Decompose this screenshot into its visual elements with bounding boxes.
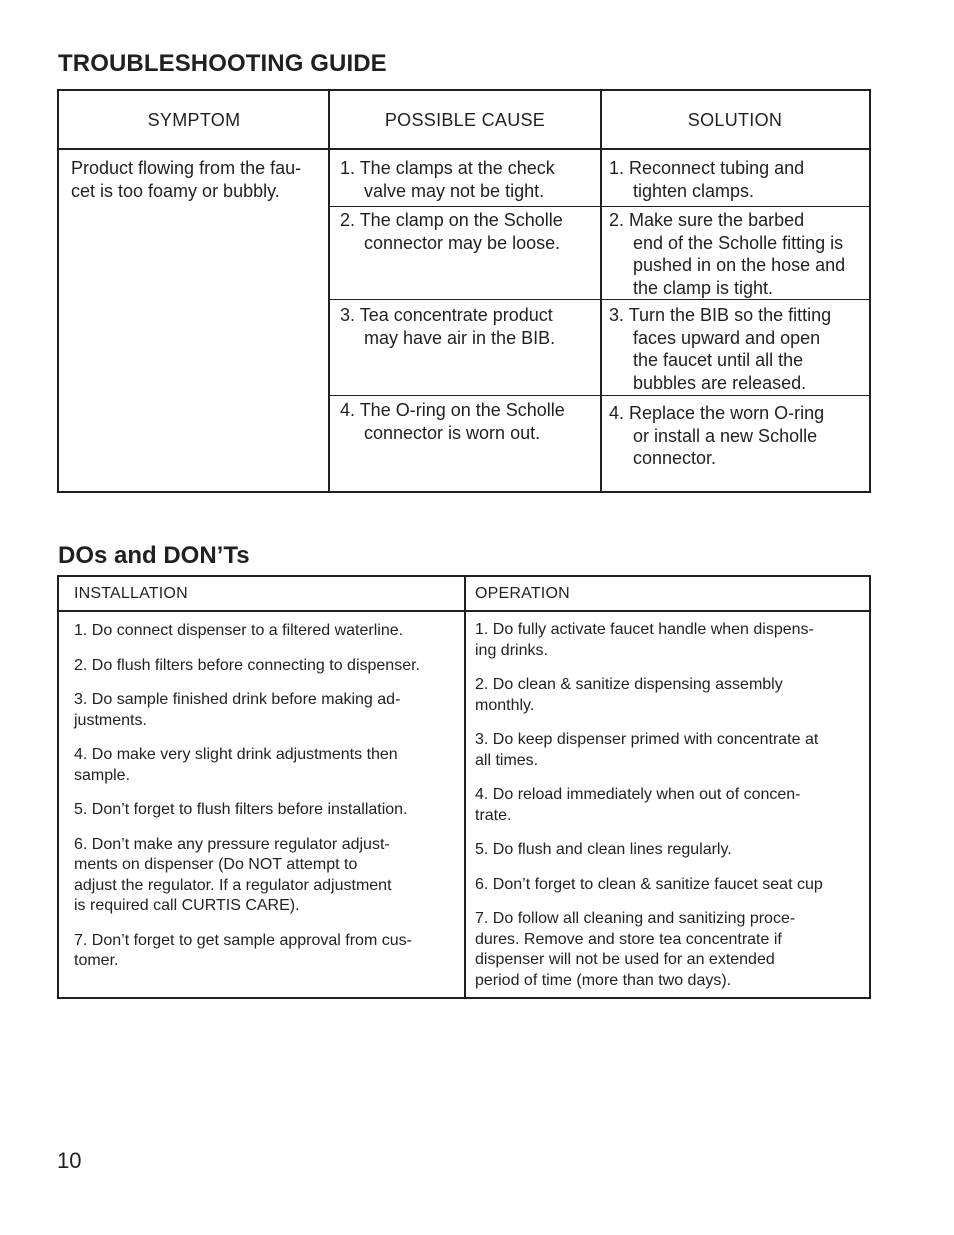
cause-item: 1. The clamps at the check valve may not be tight. — [340, 158, 555, 201]
dos-donts-title: DOs and DON’Ts — [58, 542, 250, 569]
list-item: 4. Do reload immediately when out of concen- trate. — [475, 786, 801, 824]
list-item: 3. Do keep dispenser primed with concentrate at all times. — [475, 731, 819, 769]
dos-donts-table — [57, 575, 871, 999]
list-item: 6. Don’t make any pressure regulator adjust- ments on dispenser (Do NOT attempt to adjust the regulator. If a regulator adjustment is required call CURTIS CARE). — [74, 835, 392, 914]
symptom-text: Product flowing from the fau- cet is too foamy or bubbly. — [71, 158, 302, 201]
row-divider — [329, 395, 869, 396]
list-item: 2. Do clean & sanitize dispensing assembly monthly. — [475, 676, 783, 714]
list-item: 1. Do connect dispenser to a filtered waterline. — [74, 622, 404, 639]
troubleshooting-table — [57, 89, 871, 493]
cause-item: 2. The clamp on the Scholle connector may be loose. — [340, 210, 563, 253]
troubleshooting-title: TROUBLESHOOTING GUIDE — [58, 50, 387, 77]
solution-item: 2. Make sure the barbed end of the Scholle fitting is pushed in on the hose and the clamp is tight. — [609, 210, 846, 298]
solution-item: 3. Turn the BIB so the fitting faces upward and open the faucet until all the bubbles are released. — [609, 305, 832, 393]
row-divider — [329, 299, 869, 300]
list-item: 5. Do flush and clean lines regularly. — [475, 841, 732, 858]
solution-header: SOLUTION — [687, 109, 783, 130]
list-item: 2. Do flush filters before connecting to dispenser. — [74, 656, 420, 674]
installation-header: INSTALLATION — [74, 585, 188, 602]
solution-item: 1. Reconnect tubing and tighten clamps. — [609, 158, 805, 201]
operation-list — [475, 620, 865, 1005]
solution-item: 4. Replace the worn O-ring or install a new Scholle connector. — [609, 403, 825, 468]
operation-header: OPERATION — [475, 585, 570, 602]
list-item: 6. Don’t forget to clean & sanitize faucet seat cup — [475, 875, 823, 893]
installation-list — [74, 621, 459, 986]
list-item: 3. Do sample finished drink before making ad- justments. — [74, 691, 401, 729]
list-item: 7. Do follow all cleaning and sanitizing proce- dures. Remove and store tea concentrate if dispenser will not be used for an extended period of time (more than two days). — [475, 910, 796, 989]
header-divider — [59, 610, 869, 612]
column-divider — [600, 91, 602, 491]
column-divider — [328, 91, 330, 491]
cause-item: 4. The O-ring on the Scholle connector is worn out. — [340, 400, 565, 443]
list-item: 7. Don’t forget to get sample approval from cus- tomer. — [74, 931, 412, 969]
cause-item: 3. Tea concentrate product may have air in the BIB. — [340, 305, 556, 348]
list-item: 4. Do make very slight drink adjustments then sample. — [74, 746, 398, 784]
symptom-header: SYMPTOM — [147, 109, 241, 130]
column-divider — [464, 577, 466, 997]
page-number: 10 — [57, 1148, 82, 1173]
list-item: 5. Don’t forget to flush filters before installation. — [74, 801, 408, 818]
row-divider — [329, 206, 869, 207]
list-item: 1. Do fully activate faucet handle when dispens- ing drinks. — [475, 621, 814, 659]
cause-header: POSSIBLE CAUSE — [384, 109, 546, 130]
